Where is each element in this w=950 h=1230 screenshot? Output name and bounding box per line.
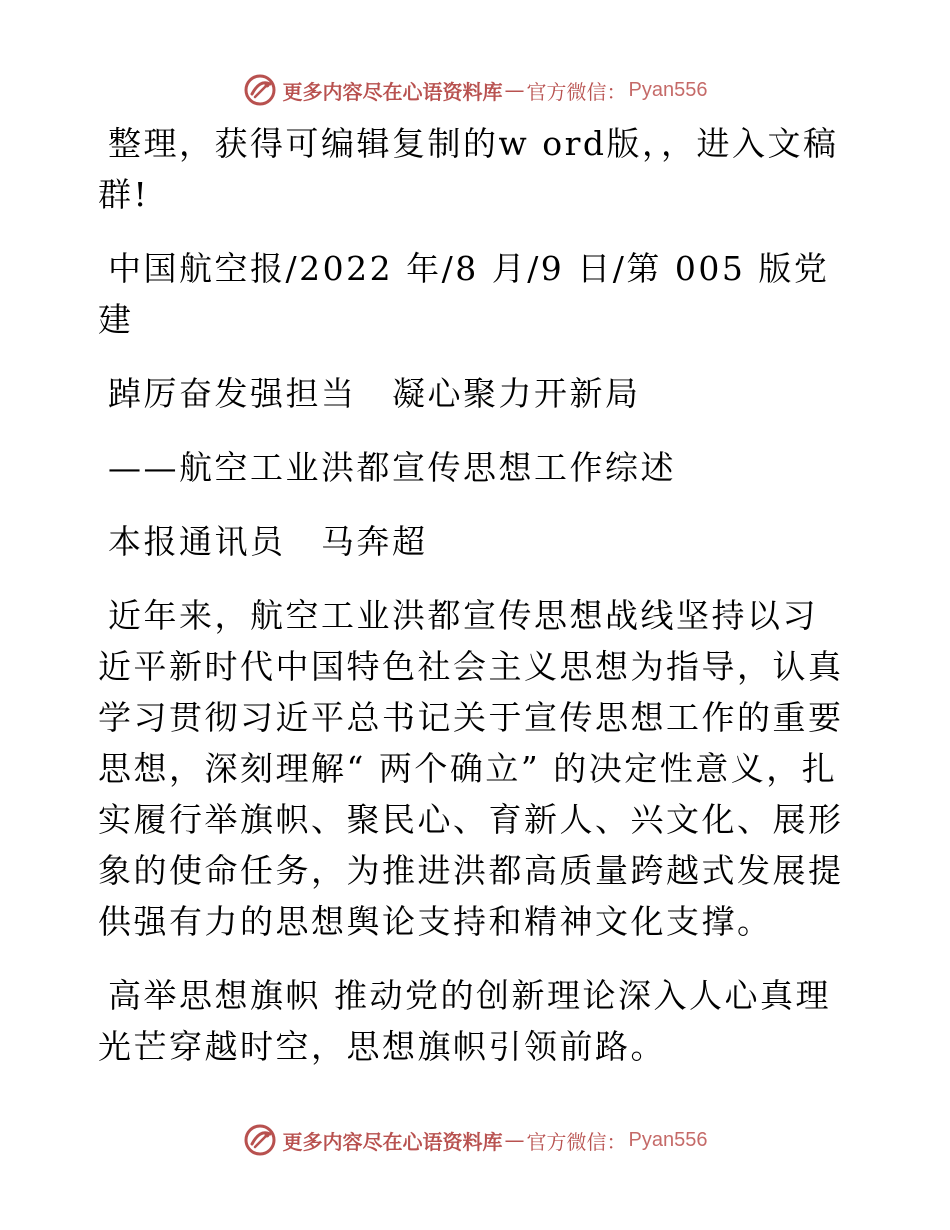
watermark-separator: —: [504, 78, 525, 102]
watermark-label: 官方微信：: [526, 79, 627, 104]
watermark-main-text: 更多内容尽在心语资料库: [282, 1129, 503, 1154]
brand-logo-icon: [243, 1123, 277, 1157]
intro-note: 整理，获得可编辑复制的w ord版，，进入文稿群!: [98, 124, 839, 214]
watermark-wechat-id: Pyan556: [628, 78, 708, 101]
brand-logo-icon: [243, 73, 277, 107]
source-line: 中国航空报/2022 年/8 月/9 日/第 005 版党建: [98, 249, 830, 339]
watermark-main-text: 更多内容尽在心语资料库: [282, 79, 503, 104]
header-watermark: [0, 70, 950, 110]
watermark-separator: —: [504, 1128, 525, 1152]
watermark-wechat-id: Pyan556: [628, 1128, 708, 1151]
author-line: 本报通讯员 马奔超: [108, 522, 428, 561]
footer-watermark: [0, 1120, 950, 1160]
watermark-label: 官方微信：: [526, 1129, 627, 1154]
body-paragraph: 近年来，航空工业洪都宣传思想战线坚持以习近平新时代中国特色社会主义思想为指导，认真学习贯彻习近平总书记关于宣传思想工作的重要思想，深刻理解“ 两个确立” 的决定性意义，扎实履行举旗帜、聚民心、育新人、兴文化、展形象的使命任务，为推进洪都高质量跨越式发展提供强有力的思想舆论支持和精神文化支撑。: [98, 596, 844, 941]
article-subtitle: ——航空工业洪都宣传思想工作综述: [108, 448, 676, 487]
document-body: [98, 118, 853, 1095]
section-heading-paragraph: 高举思想旗帜 推动党的创新理论深入人心真理光芒穿越时空，思想旗帜引领前路。: [98, 976, 831, 1066]
article-title: 踔厉奋发强担当 凝心聚力开新局: [108, 374, 641, 413]
